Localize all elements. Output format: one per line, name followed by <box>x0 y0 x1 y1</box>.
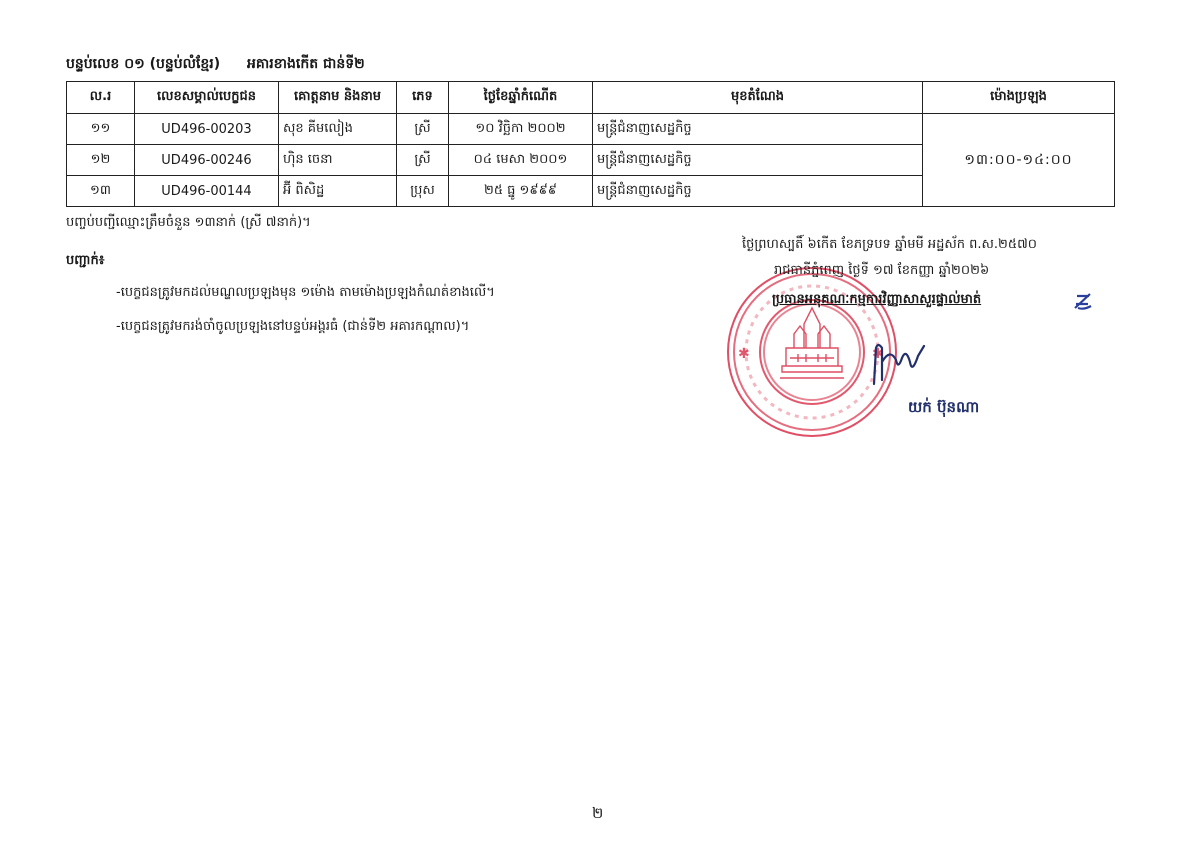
cell-full-name: អ៊ី ពិសិដ្ឋ <box>279 176 397 207</box>
svg-text:✱: ✱ <box>872 346 884 362</box>
signatory-name: យក់ ប៊ុនណា <box>908 398 980 416</box>
building-label: អគារខាងកើត ជាន់ទី២ <box>247 56 365 72</box>
cell-position: មន្ត្រីជំនាញសេដ្ឋកិច្ច <box>593 176 923 207</box>
cell-candidate-id: UD496-00203 <box>135 114 279 145</box>
signatory-title: ប្រធានអនុគណៈកម្មការវិញ្ញាសាសួរផ្ទាល់មាត់ <box>772 292 982 307</box>
header-no: ល.រ <box>67 82 135 114</box>
place-and-date: រាជធានីភ្នំពេញ ថ្ងៃទី ១៧ ខែកញ្ញា ឆ្នាំ២០២៦ <box>774 263 990 278</box>
initial-mark-icon <box>1072 290 1094 312</box>
cell-position: មន្ត្រីជំនាញសេដ្ឋកិច្ច <box>593 145 923 176</box>
cell-sex: ស្រី <box>397 114 449 145</box>
table-row <box>67 114 1115 145</box>
header-sex: ភេទ <box>397 82 449 114</box>
header-candidate-id: លេខសម្គាល់បេក្ខជន <box>135 82 279 114</box>
handwritten-signature-icon <box>868 340 928 390</box>
header-exam-time: ម៉ោងប្រឡង <box>923 82 1115 114</box>
svg-text:✱: ✱ <box>738 346 750 362</box>
cell-sex: ប្រុស <box>397 176 449 207</box>
header-date-of-birth: ថ្ងៃខែឆ្នាំកំណើត <box>449 82 593 114</box>
cell-full-name: ហ៊ិន ចេនា <box>279 145 397 176</box>
cell-date-of-birth: ០៤ មេសា ២០០១ <box>449 145 593 176</box>
header-position: មុខតំណែង <box>593 82 923 114</box>
cell-position: មន្ត្រីជំនាញសេដ្ឋកិច្ច <box>593 114 923 145</box>
room-label: បន្ទប់លេខ ០១ (បន្ទប់លំខ្មែរ) <box>66 56 221 72</box>
notes-title: បញ្ជាក់៖ <box>66 253 105 268</box>
cell-no: ១១ <box>67 114 135 145</box>
lunar-date: ថ្ងៃព្រហស្បតិ៍ ៦កើត ខែភទ្របទ ឆ្នាំមមី អដ្ឋស័ក ព.ស.២៥៧០ <box>742 237 1037 252</box>
cell-no: ១២ <box>67 145 135 176</box>
cell-candidate-id: UD496-00144 <box>135 176 279 207</box>
cell-full-name: សុខ គីមលៀង <box>279 114 397 145</box>
page-number: ២ <box>592 804 604 822</box>
list-summary: បញ្ចប់បញ្ជីឈ្មោះត្រឹមចំនួន ១៣នាក់ (ស្រី ៧នាក់)។ <box>66 215 311 230</box>
note-item: -បេក្ខជនត្រូវមករង់ចាំចូលប្រឡងនៅបន្ទប់អង្គរធំ (ជាន់ទី២ អគារកណ្តាល)។ <box>116 319 470 334</box>
cell-date-of-birth: ១០ វិច្ឆិកា ២០០២ <box>449 114 593 145</box>
cell-sex: ស្រី <box>397 145 449 176</box>
table-header-row <box>67 82 1115 114</box>
room-heading <box>66 54 387 75</box>
cell-candidate-id: UD496-00246 <box>135 145 279 176</box>
candidate-table <box>66 81 1115 207</box>
cell-date-of-birth: ២៥ ធ្នូ ១៩៩៩ <box>449 176 593 207</box>
cell-exam-time: ១៣:០០-១៤:០០ <box>923 114 1115 207</box>
cell-no: ១៣ <box>67 176 135 207</box>
header-full-name: គោត្តនាម និងនាម <box>279 82 397 114</box>
note-item: -បេក្ខជនត្រូវមកដល់មណ្ឌលប្រឡងមុន ១ម៉ោង តាមម៉ោងប្រឡងកំណត់ខាងលើ។ <box>116 285 495 300</box>
